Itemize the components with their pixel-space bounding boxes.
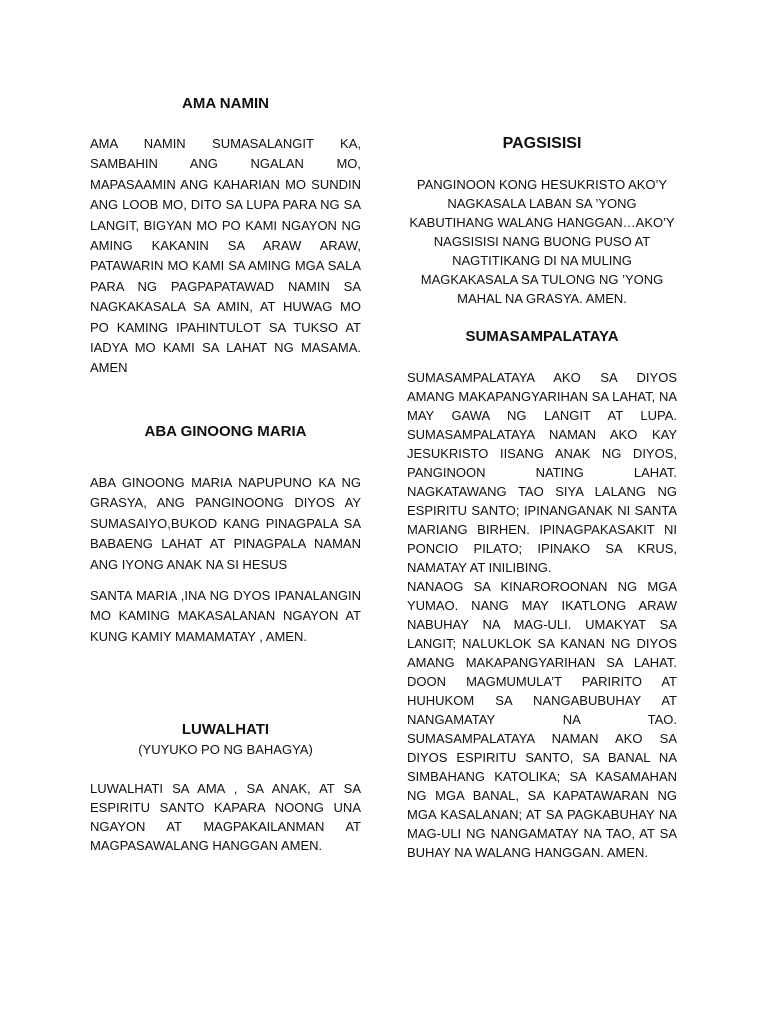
ama-namin-title: AMA NAMIN [182,95,269,112]
sumasampalataya-text-1: SUMASAMPALATAYA AKO SA DIYOS AMANG MAKAPANGYARIHAN SA LAHAT, NA MAY GAWA NG LANGIT AT LUPA. SUMASAMPALATAYA NAMAN AKO KAY JESUKRISTO IISANG ANAK NG DIYOS, PANGINOON NATING LAHAT. NAGKATAWANG TAO SIYA LALANG NG ESPIRITU SANTO; IPINANGANAK NI SANTA MARIANG BIRHEN. IPINAGPAKASAKIT NI PONCIO PILATO; IPINAKO SA KRUS, NAMATAY AT INILIBING. [407,370,677,575]
sumasampalataya-title: SUMASAMPALATAYA [465,328,619,345]
ama-namin-text: AMA NAMIN SUMASALANGIT KA, SAMBAHIN ANG NGALAN MO, MAPASAAMIN ANG KAHARIAN MO SUNDIN ANG LOOB MO, DITO SA LUPA PARA NG SA LANGIT, BIGYAN MO PO KAMI NGAYON NG AMING KAKANIN SA ARAW ARAW, PATAWARIN MO KAMI SA AMING MGA SALA PARA NG PAGPAPATAWAD NAMIN SA NAGKAKASALA SA AMIN, AT HUWAG MO PO KAMING IPAHINTULOT SA TUKSO AT IADYA MO KAMI SA LAHAT NG MASAMA. AMEN [90,136,361,376]
pagsisisi-title: PAGSISISI [502,135,582,152]
sumasampalataya-text-2: NANAOG SA KINAROROONAN NG MGA YUMAO. NANG MAY IKATLONG ARAW NABUHAY NA MAG-ULI. UMAKYAT SA LANGIT; NALUKLOK SA KANAN NG DIYOS AMANG MAKAPANGYARIHAN SA LAHAT. DOON MAGMUMULA’T PARIRITO AT HUHUKOM SA NANGABUBUHAY AT NANGAMATAY NA TAO. SUMASAMPALATAYA NAMAN AKO SA DIYOS ESPIRITU SANTO, SA BANAL NA SIMBAHANG KATOLIKA; SA KASAMAHAN NG MGA BANAL, SA KAPATAWARAN NG MGA KASALANAN; AT SA PAGKABUHAY NA MAG-ULI NG NANGAMATAY NA TAO, AT SA BUHAY NA WALANG HANGGAN. AMEN. [407,579,677,860]
pagsisisi-text: PANGINOON KONG HESUKRISTO AKO’Y NAGKASALA LABAN SA ’YONG KABUTIHANG WALANG HANGGAN…AKO’Y NAGSISISI NANG BUONG PUSO AT NAGTITIKANG DI NA MULING MAGKAKASALA SA TULONG NG ’YONG MAHAL NA GRASYA. AMEN. [409,177,675,306]
luwalhati-subtitle: (YUYUKO PO NG BAHAGYA) [138,742,313,757]
aba-ginoong-maria-text-1: ABA GINOONG MARIA NAPUPUNO KA NG GRASYA, ANG PANGINOONG DIYOS AY SUMASAIYO,BUKOD KANG PINAGPALA SA BABAENG LAHAT AT PINAGPALA NAMAN ANG IYONG ANAK NA SI HESUS [90,475,361,572]
luwalhati-title: LUWALHATI [181,721,270,738]
aba-ginoong-maria-title: ABA GINOONG MARIA [144,423,307,440]
luwalhati-text: LUWALHATI SA AMA , SA ANAK, AT SA ESPIRITU SANTO KAPARA NOONG UNA NGAYON AT MAGPAKAILANMAN AT MAGPASAWALANG HANGGAN AMEN. [90,781,361,853]
aba-ginoong-maria-text-2: SANTA MARIA ,INA NG DYOS IPANALANGIN MO KAMING MAKASALANAN NGAYON AT KUNG KAMIY MAMAMATAY , AMEN. [90,588,361,644]
